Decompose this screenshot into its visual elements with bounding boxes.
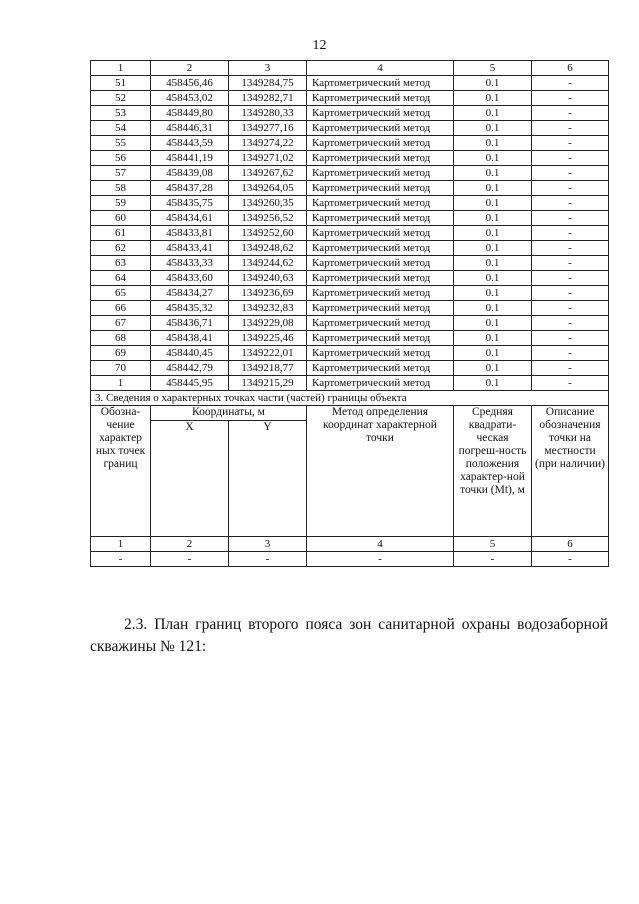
y-coordinate-cell: 1349282,71 [229, 91, 307, 106]
description-cell: - [532, 256, 609, 271]
description-cell: - [532, 76, 609, 91]
y-coordinate-cell: 1349244,62 [229, 256, 307, 271]
method-cell: Картометрический метод [307, 181, 454, 196]
x-coordinate-cell: 458445,95 [151, 376, 229, 391]
table-row [91, 301, 609, 316]
y-coordinate-cell: 1349271,02 [229, 151, 307, 166]
description-cell: - [532, 346, 609, 361]
accuracy-cell: 0.1 [454, 76, 532, 91]
point-number-cell: 55 [91, 136, 151, 151]
y-coordinate-cell: 1349236,69 [229, 286, 307, 301]
coordinates-table [90, 60, 609, 567]
point-number-cell: 60 [91, 211, 151, 226]
x-coordinate-cell: 458437,28 [151, 181, 229, 196]
accuracy-cell: 0.1 [454, 346, 532, 361]
point-number-cell: 69 [91, 346, 151, 361]
col-number: 5 [454, 61, 532, 76]
method-cell: Картометрический метод [307, 196, 454, 211]
point-number-cell: 53 [91, 106, 151, 121]
description-cell: - [532, 226, 609, 241]
page-number: 12 [312, 38, 327, 53]
y-coordinate-cell: 1349280,33 [229, 106, 307, 121]
x-coordinate-cell: 458433,60 [151, 271, 229, 286]
header-number: 6 [532, 537, 609, 552]
description-cell: - [532, 316, 609, 331]
y-coordinate-cell: 1349260,35 [229, 196, 307, 211]
y-coordinate-cell: 1349267,62 [229, 166, 307, 181]
y-coordinate-cell: 1349240,63 [229, 271, 307, 286]
y-coordinate-cell: 1349264,05 [229, 181, 307, 196]
table-row [91, 211, 609, 226]
description-cell: - [532, 181, 609, 196]
x-coordinate-cell: 458442,79 [151, 361, 229, 376]
accuracy-cell: 0.1 [454, 256, 532, 271]
method-cell: Картометрический метод [307, 331, 454, 346]
method-cell: Картометрический метод [307, 301, 454, 316]
accuracy-cell: 0.1 [454, 166, 532, 181]
point-number-cell: 63 [91, 256, 151, 271]
method-cell: Картометрический метод [307, 241, 454, 256]
point-number-cell: 65 [91, 286, 151, 301]
paragraph-line-1: 2.3. План границ второго пояса зон санитарной охраны водозаборной [124, 616, 608, 633]
description-cell: - [532, 211, 609, 226]
method-cell: Картометрический метод [307, 106, 454, 121]
header-x: X [151, 421, 229, 537]
x-coordinate-cell: 458433,81 [151, 226, 229, 241]
method-cell: Картометрический метод [307, 346, 454, 361]
empty-cell: - [151, 552, 229, 567]
table-row [91, 151, 609, 166]
x-coordinate-cell: 458435,32 [151, 301, 229, 316]
accuracy-cell: 0.1 [454, 361, 532, 376]
point-number-cell: 66 [91, 301, 151, 316]
accuracy-cell: 0.1 [454, 271, 532, 286]
header-coordinates: Координаты, м [151, 406, 307, 421]
table-row [91, 106, 609, 121]
x-coordinate-cell: 458449,80 [151, 106, 229, 121]
point-number-cell: 61 [91, 226, 151, 241]
x-coordinate-cell: 458433,33 [151, 256, 229, 271]
accuracy-cell: 0.1 [454, 211, 532, 226]
table-row [91, 91, 609, 106]
x-coordinate-cell: 458441,19 [151, 151, 229, 166]
point-number-cell: 56 [91, 151, 151, 166]
description-cell: - [532, 376, 609, 391]
table-row [91, 316, 609, 331]
description-cell: - [532, 301, 609, 316]
accuracy-cell: 0.1 [454, 91, 532, 106]
header-description: Описание обозначения точки на местности (при наличии) [532, 406, 609, 537]
col-number: 1 [91, 61, 151, 76]
empty-cell: - [454, 552, 532, 567]
description-cell: - [532, 121, 609, 136]
point-number-cell: 62 [91, 241, 151, 256]
description-cell: - [532, 136, 609, 151]
point-number-cell: 67 [91, 316, 151, 331]
accuracy-cell: 0.1 [454, 286, 532, 301]
x-coordinate-cell: 458434,27 [151, 286, 229, 301]
y-coordinate-cell: 1349222,01 [229, 346, 307, 361]
empty-cell: - [532, 552, 609, 567]
method-cell: Картометрический метод [307, 256, 454, 271]
table-row [91, 286, 609, 301]
method-cell: Картометрический метод [307, 376, 454, 391]
header-number: 5 [454, 537, 532, 552]
table-row [91, 196, 609, 211]
x-coordinate-cell: 458434,61 [151, 211, 229, 226]
accuracy-cell: 0.1 [454, 331, 532, 346]
point-number-cell: 51 [91, 76, 151, 91]
method-cell: Картометрический метод [307, 316, 454, 331]
description-cell: - [532, 361, 609, 376]
accuracy-cell: 0.1 [454, 301, 532, 316]
x-coordinate-cell: 458436,71 [151, 316, 229, 331]
accuracy-cell: 0.1 [454, 226, 532, 241]
method-cell: Картометрический метод [307, 151, 454, 166]
description-cell: - [532, 271, 609, 286]
description-cell: - [532, 196, 609, 211]
section-paragraph [90, 614, 608, 658]
accuracy-cell: 0.1 [454, 316, 532, 331]
table-row [91, 241, 609, 256]
x-coordinate-cell: 458439,08 [151, 166, 229, 181]
method-cell: Картометрический метод [307, 286, 454, 301]
section-title: 3. Сведения о характерных точках части (частей) границы объекта [91, 391, 609, 406]
y-coordinate-cell: 1349284,75 [229, 76, 307, 91]
section-title-row [91, 391, 609, 406]
y-coordinate-cell: 1349225,46 [229, 331, 307, 346]
point-number-cell: 68 [91, 331, 151, 346]
point-number-cell: 59 [91, 196, 151, 211]
column-number-row [91, 61, 609, 76]
method-cell: Картометрический метод [307, 136, 454, 151]
header-number: 3 [229, 537, 307, 552]
method-cell: Картометрический метод [307, 121, 454, 136]
empty-cell: - [307, 552, 454, 567]
header-number: 4 [307, 537, 454, 552]
accuracy-cell: 0.1 [454, 121, 532, 136]
x-coordinate-cell: 458446,31 [151, 121, 229, 136]
y-coordinate-cell: 1349248,62 [229, 241, 307, 256]
table-row [91, 331, 609, 346]
description-cell: - [532, 106, 609, 121]
y-coordinate-cell: 1349229,08 [229, 316, 307, 331]
point-number-cell: 1 [91, 376, 151, 391]
empty-cell: - [229, 552, 307, 567]
y-coordinate-cell: 1349218,77 [229, 361, 307, 376]
accuracy-cell: 0.1 [454, 241, 532, 256]
table-row [91, 271, 609, 286]
col-number: 3 [229, 61, 307, 76]
method-cell: Картометрический метод [307, 166, 454, 181]
header-number: 2 [151, 537, 229, 552]
table-row [91, 346, 609, 361]
method-cell: Картометрический метод [307, 211, 454, 226]
table-row [91, 226, 609, 241]
accuracy-cell: 0.1 [454, 151, 532, 166]
table-row [91, 121, 609, 136]
y-coordinate-cell: 1349277,16 [229, 121, 307, 136]
accuracy-cell: 0.1 [454, 136, 532, 151]
accuracy-cell: 0.1 [454, 376, 532, 391]
method-cell: Картометрический метод [307, 271, 454, 286]
header-number: 1 [91, 537, 151, 552]
header-method: Метод определения координат характерной точки [307, 406, 454, 537]
accuracy-cell: 0.1 [454, 196, 532, 211]
empty-data-row [91, 552, 609, 567]
method-cell: Картометрический метод [307, 226, 454, 241]
y-coordinate-cell: 1349252,60 [229, 226, 307, 241]
point-number-cell: 54 [91, 121, 151, 136]
method-cell: Картометрический метод [307, 91, 454, 106]
description-cell: - [532, 331, 609, 346]
method-cell: Картометрический метод [307, 361, 454, 376]
y-coordinate-cell: 1349232,83 [229, 301, 307, 316]
empty-cell: - [91, 552, 151, 567]
col-number: 4 [307, 61, 454, 76]
y-coordinate-cell: 1349256,52 [229, 211, 307, 226]
table-row [91, 166, 609, 181]
table-row [91, 256, 609, 271]
x-coordinate-cell: 458456,46 [151, 76, 229, 91]
table-row [91, 136, 609, 151]
accuracy-cell: 0.1 [454, 181, 532, 196]
header-row [91, 406, 609, 421]
y-coordinate-cell: 1349215,29 [229, 376, 307, 391]
paragraph-line-2: скважины № 121: [90, 638, 207, 655]
point-number-cell: 70 [91, 361, 151, 376]
header-accuracy: Средняя квадрати-ческая погреш-ность положения характер-ной точки (Mt), м [454, 406, 532, 537]
point-number-cell: 52 [91, 91, 151, 106]
col-number: 6 [532, 61, 609, 76]
table-row [91, 181, 609, 196]
point-number-cell: 64 [91, 271, 151, 286]
description-cell: - [532, 166, 609, 181]
method-cell: Картометрический метод [307, 76, 454, 91]
x-coordinate-cell: 458453,02 [151, 91, 229, 106]
description-cell: - [532, 151, 609, 166]
table-row [91, 376, 609, 391]
description-cell: - [532, 286, 609, 301]
x-coordinate-cell: 458433,41 [151, 241, 229, 256]
header-number-row [91, 537, 609, 552]
table-row [91, 76, 609, 91]
header-point-designation: Обозна-чение характер ных точек границ [91, 406, 151, 537]
description-cell: - [532, 91, 609, 106]
header-y: Y [229, 421, 307, 537]
y-coordinate-cell: 1349274,22 [229, 136, 307, 151]
description-cell: - [532, 241, 609, 256]
x-coordinate-cell: 458440,45 [151, 346, 229, 361]
col-number: 2 [151, 61, 229, 76]
table-row [91, 361, 609, 376]
x-coordinate-cell: 458443,59 [151, 136, 229, 151]
point-number-cell: 57 [91, 166, 151, 181]
x-coordinate-cell: 458438,41 [151, 331, 229, 346]
x-coordinate-cell: 458435,75 [151, 196, 229, 211]
accuracy-cell: 0.1 [454, 106, 532, 121]
point-number-cell: 58 [91, 181, 151, 196]
